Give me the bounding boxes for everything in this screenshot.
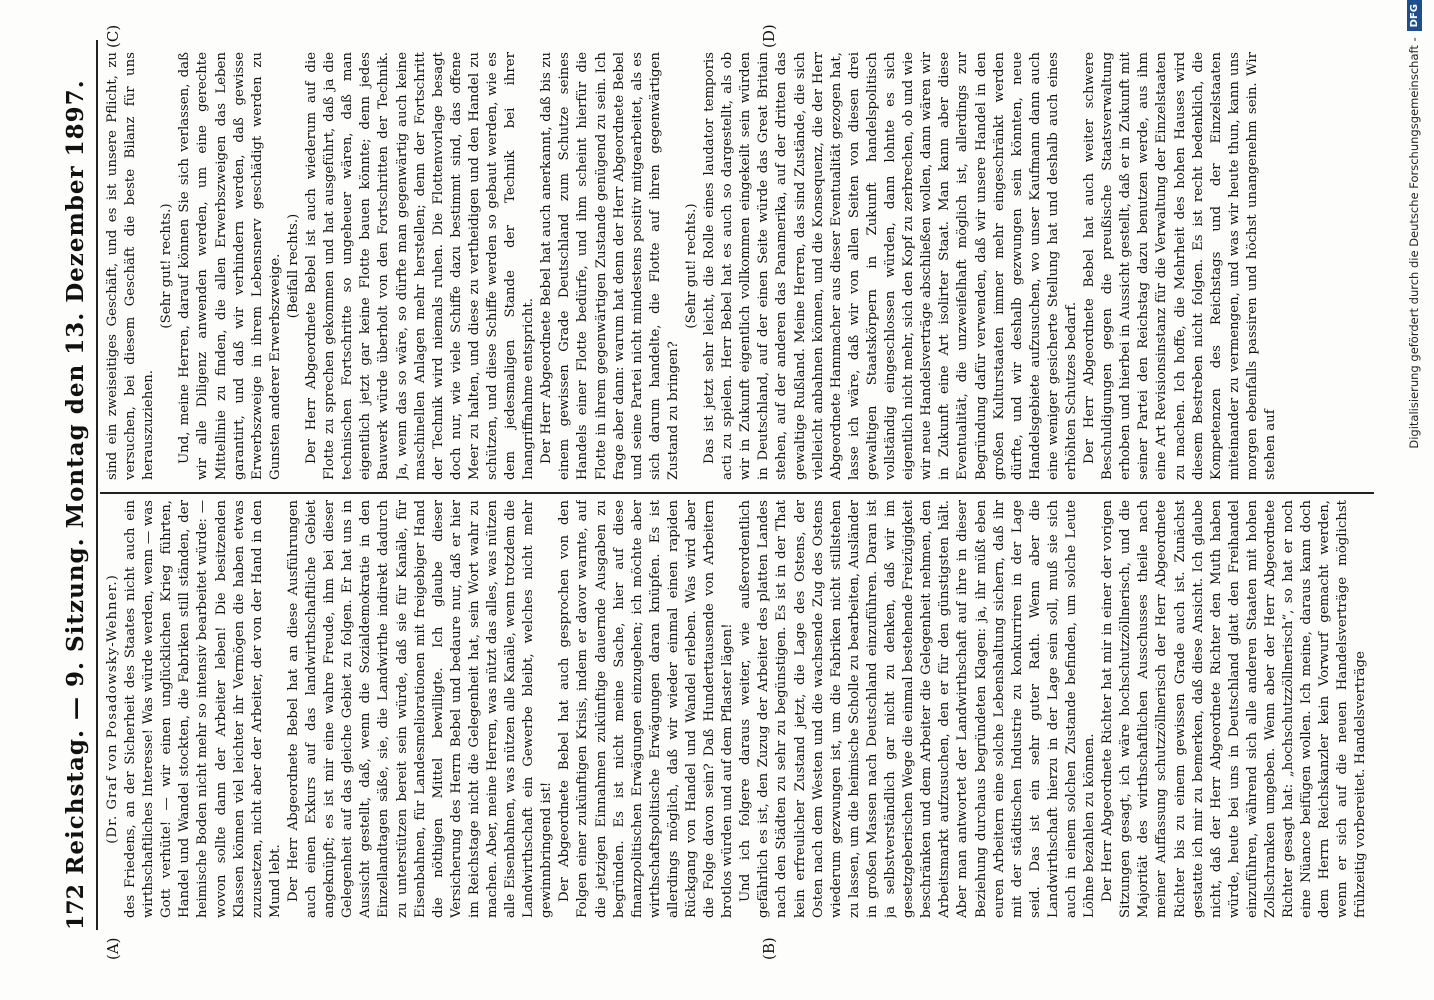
running-title: Reichstag. — 9. Sitzung. Montag den 13. Dezember 1897. [62,79,89,875]
page-number: 172 [63,884,89,930]
paragraph: Der Herr Abgeordnete Bebel ist auch wiederum auf die Flotte zu sprechen gekommen und hat ausgeführt, daß ja die technischen Fortschritte so ungeheuer wären, daß man eigentlich jetzt gar keine Flotte bauen könnte; denn jedes Bauwerk würde überholt von den Fortschritten der Technik. Ja, wenn das so wäre, so dürfte man gegenwärtig auch keine maschinellen Anlagen mehr herstellen; denn der Fortschritt der Technik wird niemals ruhen. Die Flottenvorlage besagt doch nur, wie viele Schiffe dazu bestimmt sind, das offene Meer zu halten, und diese zu vertheidigen und den Handel zu schützen, und diese Schiffe werden so gebaut werden, wie es dem jedesmaligen Stande der Technik bei ihrer Inangriffnahme entspricht. [304,52,537,480]
dfg-logo: DFG [1407,0,1422,31]
paragraph: Der Abgeordnete Bebel hat auch gesprochen von den Folgen einer zukünftigen Krisis, indem er davor warnte, auf die jetzigen Einnahmen zukünftige dauernde Ausgaben zu begründen. Es ist nicht meine Sache, hier auf diese finanzpolitischen Erwägungen einzugehen; ich möchte aber wirthschaftspolitische Erwägungen daran knüpfen. Es ist allerdings möglich, daß wir wieder einmal einen rapiden Rückgang von Handel und Wandel erleben. Was wird aber die Folge davon sein? Daß Hunderttausende von Arbeitern brotlos würden und auf dem Pflaster lägen! [557,500,736,918]
paragraph: Und ich folgere daraus weiter, wie außerordentlich gefährlich es ist, den Zuzug der Arbeiter des platten Landes nach den Städten zu sehr zu begünstigen. Es ist in der That kein erfreulicher Zustand jetzt, die Lage des Ostens, der Osten nach dem Westen und die wachsende Zug des Ostens wiederum gezwungen ist, um die Fabriken nicht stillstehen zu lassen, um die heimische Scholle zu bearbeiten, Ausländer in großen Massen nach Deutschland einzuführen. Daran ist ja selbstverständlich gar nicht zu denken, daß wir im gesetzgeberischen Wege die einmal bestehende Freizügigkeit beschränken und dem Arbeiter die Gelegenheit nehmen, den Arbeitsmarkt aufzusuchen, den er für den günstigsten hält. Aber man antwortet der Landwirthschaft auf ihre in dieser Beziehung durchaus begründeten Klagen: ja, ihr müßt eben euren Arbeitern eine solche Lebenshaltung sichern, daß ihr mit der städtischen Industrie zu konkurriren in der Lage seid. Das ist ein sehr guter Rath. Wenn aber die Landwirthschaft hierzu in der Lage sein soll, muß sie sich auch in einem solchen Zustande befinden, um solche Leute Löhne bezahlen zu können. [738,500,1098,918]
paragraph: Der Herr Abgeordnete Richter hat mir in einer der vorigen Sitzungen gesagt, ich wäre hochschutzzöllnerisch, und die Majorität des wirthschaftlichen Ausschusses theile nach meiner Auffassung schutzzöllnerisch der Herr Abgeordnete Richter bis zu einem gewissen Grade auch ist. Zunächst gestatte ich mir zu bemerken, daß diese Ansicht. Ich glaube nicht, daß der Herr Abgeordnete Richter den Muth haben würde, heute bei uns in Deutschland glatt den Freihandel einzuführen, während sich alle anderen Staaten mit hohen Zollschranken umgeben. Wenn aber der Herr Abgeordnete Richter gesagt hat: „hochschutzzöllnerisch“, so hat er noch eine Nüance beifügen wollen. Ich meine, daraus kann doch dem Herrn Reichskanzler kein Vorwurf gemacht werden, wenn er sich auf die neuen Handelsverträge möglichst frühzeitig vorbereitet. Handelsverträge [1100,500,1369,918]
page-header [62,40,92,930]
header-rule [96,40,98,930]
margin-marker-a: (A) [104,937,122,960]
right-column [104,52,1374,480]
paragraph: Der Herr Abgeordnete Bebel hat auch weiter schwere Beschuldigungen gegen die preußische Staatsverwaltung erhoben und hierbei in Aussicht gestellt, daß er in Zukunft mit seiner Partei den Reichstag dazu benutzen werde, aus ihm eine Art Revisionsinstanz für die Verwaltung der Einzelstaaten zu machen. Ich hoffe, die Mehrheit des hohen Hauses wird diesem Bestreben nicht folgen. Es ist recht bedenklich, die Kompetenzen des Reichstags und der Einzelstaaten miteinander zu vermengen, und was wir heute thun, kann uns morgen ebenfalls passiren und höchst unangenehm sein. Wir stehen auf [1082,52,1278,480]
digitization-credit [1402,0,1426,990]
interjection: (Sehr gut! rechts.) [159,203,175,329]
margin-marker-d: (D) [760,24,778,48]
margin-marker-b: (B) [760,937,778,960]
paragraph: Das ist jetzt sehr leicht, die Rolle eines laudator temporis acti zu spielen. Herr Bebel hat es auch so dargestellt, als ob wir in Zukunft eigentlich vollkommen eingekeilt sein würden in Deutschland, auf der einen Seite würde das Great Britain stehen, auf der anderen das Panamerika, auf der dritten das gewaltige Rußland. Meine Herren, das sind Zustände, die sich vielleicht anbahnen können, und die Konsequenz, die der Herr Abgeordnete Hammacher aus dieser Eventualität gezogen hat, lasse ich wäre, daß wir von allen Seiten von diesen drei gewaltigen Staatskörpern in Zukunft handelspolitisch vollständig eingeschlossen würden, dann lohnte es sich eigentlich nicht mehr, sich den Kopf zu zerbrechen, ob und wie wir neue Handelsverträge abschließen wollen, dann wären wir in Zukunft eine Art isolirter Staat. Man kann aber diese Eventualität, die unzweifelhaft möglich ist, allerdings zur Begründung dafür verwenden, daß wir unsere Handel in den großen Kulturstaaten immer mehr eingeschränkt werden dürfte, und wir deshalb gezwungen sein könnten, neue Handelsgebiete aufzusuchen, wo unser Kaufmann dann auch eine weniger gesicherte Stellung hat und deshalb auch eines erhöhten Schutzes bedarf. [702,52,1079,480]
paragraph: sind ein zweiseitiges Geschäft, und es ist unsere Pflicht, zu versuchen, bei diesem Geschäft die beste Bilanz für uns herauszuziehen. [105,52,157,480]
interjection: (Sehr gut! rechts.) [684,203,699,329]
paragraph: Der Herr Abgeordnete Bebel hat auch anerkannt, daß bis zu einem gewissen Grade Deutschland zum Schutze seines Handels einer Flotte bedürfe, und ihm scheint hierfür die Flotte in ihrem gegenwärtigen Zustande genügend zu sein. Ich frage aber dann: warum hat denn der Herr Abgeordnete Bebel und seine Partei nicht mindestens positiv mitgearbeitet, als es sich darum handelte, die Flotte auf ihren gegenwärtigen Zustand zu bringen? [539,52,681,480]
margin-marker-c: (C) [104,24,122,48]
column-rule [100,492,1374,494]
paragraph: des Friedens, an der Sicherheit des Staates nicht auch ein wirthschaftliches Interesse! Was würde werden, wenn — was Gott verhüte! — wir einen unglücklichen Krieg führten, Handel und Wandel stockten, die Fabriken still ständen, der heimische Boden nicht mehr so intensiv bearbeitet würde: — wovon sollte dann der Arbeiter leben! Die besitzenden Klassen können viel leichter ihr Vermögen die haben etwas zuzusetzen, nicht aber der Arbeiter, der von der Hand in den Mund lebt. [123,500,283,918]
left-column [104,500,1374,918]
credit-text: Digitalisierung gefördert durch die Deutsche Forschungsgemeinschaft - [1407,37,1421,449]
paragraph: Und, meine Herren, darauf können Sie sich verlassen, daß wir alle Diligenz anwenden werden, um eine gerechte Mittellinie zu finden, die allen Erwerbszweigen das Leben garantirt, und daß wir verhindern werden, daß gewisse Erwerbszweige in ihrem Lebensnerv geschädigt werden zu Gunsten anderer Erwerbszweige. [177,52,283,480]
interjection: (Beifall rechts.) [285,213,301,319]
paragraph: Der Herr Abgeordnete Bebel hat an diese Ausführungen auch einen Exkurs auf das landwirthschaftliche Gebiet angeknüpft; es ist mir eine wahre Freude, ihm bei dieser Gelegenheit auf das gleiche Gebiet zu folgen. Er hat uns in Aussicht gestellt, daß, wenn die Sozialdemokratie in den Einzellandtagen säße, sie, die Landwirthe indirekt dadurch zu unterstützen bereit sein würde, daß sie für Kanäle, für Eisenbahnen, für Landesmeliorationen mit freigebiger Hand die nöthigen Mittel bewilligte. Ich glaube dieser Versicherung des Herrn Bebel und bedaure nur, daß er hier im Reichstage nicht die Gelegenheit hat, sein Wort wahr zu machen. Aber, meine Herren, was nützt das alles, was nützen alle Eisenbahnen, was nützen alle Kanäle, wenn trotzdem die Landwirthschaft ein Gewerbe bleibt, welches nicht mehr gewinnbringend ist! [285,500,555,918]
speaker-line: (Dr. Graf von Posadowsky-Wehner.) [105,574,120,844]
